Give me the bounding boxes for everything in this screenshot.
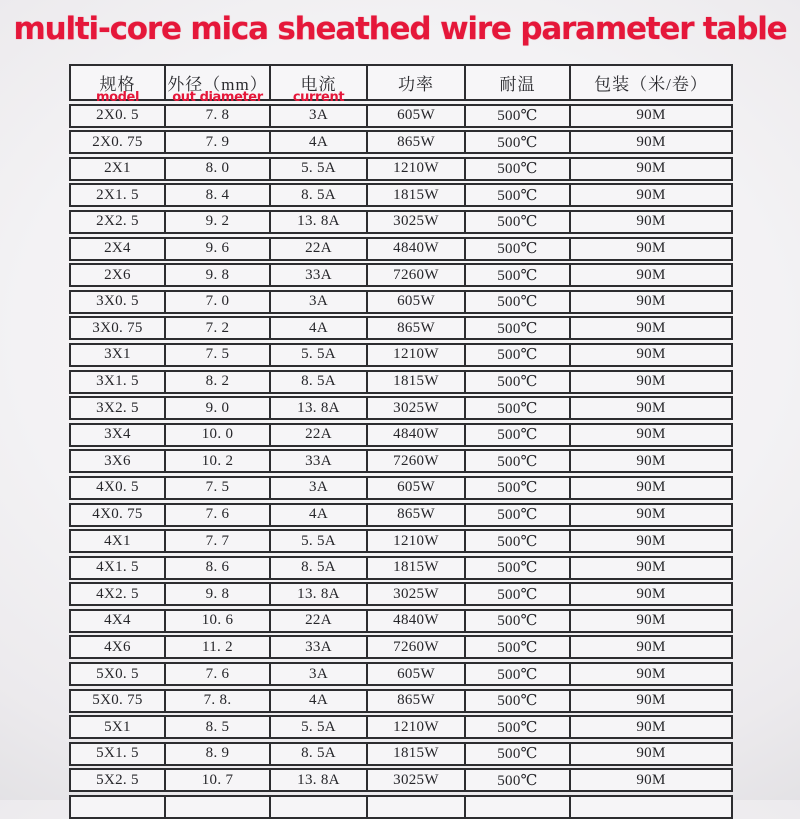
cell-out-diameter: 7. 7 — [164, 531, 269, 551]
header-model — [71, 66, 164, 105]
cell-out-diameter: 10. 0 — [164, 425, 269, 445]
cell-temperature: 500℃ — [464, 717, 569, 737]
cell-power: 3025W — [366, 398, 464, 418]
cell-out-diameter: 9. 0 — [164, 398, 269, 418]
cell-out-diameter: 11. 2 — [164, 637, 269, 657]
cell-model: 3X0. 75 — [92, 319, 143, 336]
cell-current: 3A — [269, 664, 366, 684]
cell-out-diameter: 9. 8 — [164, 265, 269, 285]
cell-model: 4X1 — [104, 532, 131, 549]
cell-out-diameter: 8. 6 — [164, 558, 269, 578]
header-current-zh: 电流 — [300, 75, 337, 94]
cell-model: 4X0. 5 — [96, 479, 139, 496]
cell-current: 13. 8A — [269, 398, 366, 418]
cell-current: 4A — [269, 318, 366, 338]
cell-package: 90M — [569, 106, 731, 126]
cell-power: 4840W — [366, 611, 464, 631]
table-header-row — [69, 64, 733, 105]
cell-package: 90M — [569, 451, 731, 471]
cell-current: 5. 5A — [269, 345, 366, 365]
cell-model: 5X2. 5 — [96, 771, 139, 788]
cell-current: 8. 5A — [269, 185, 366, 205]
cell-package: 90M — [569, 531, 731, 551]
cell-model: 4X4 — [104, 612, 131, 629]
cell-temperature: 500℃ — [464, 637, 569, 657]
header-temperature-zh: 耐温 — [499, 75, 536, 94]
cell-out-diameter: 10. 6 — [164, 611, 269, 631]
cell-power: 865W — [366, 132, 464, 152]
cell-power: 1815W — [366, 185, 464, 205]
cell-temperature: 500℃ — [464, 159, 569, 179]
cell-temperature: 500℃ — [464, 265, 569, 285]
header-current-en: current — [292, 90, 345, 105]
header-out-diameter-zh: 外径（mm） — [167, 75, 268, 94]
table-row — [69, 157, 733, 181]
cell-package: 90M — [569, 372, 731, 392]
cell-model: 5X0. 75 — [92, 692, 143, 709]
cell-out-diameter: 8. 4 — [164, 185, 269, 205]
table-row — [69, 290, 733, 314]
cell-temperature: 500℃ — [464, 478, 569, 498]
table-row — [69, 742, 733, 766]
cell-power: 1815W — [366, 558, 464, 578]
cell-temperature: 500℃ — [464, 345, 569, 365]
cell-out-diameter: 8. 0 — [164, 159, 269, 179]
cell-out-diameter — [164, 797, 269, 817]
header-current — [269, 66, 366, 105]
cell-out-diameter: 8. 5 — [164, 717, 269, 737]
cell-package: 90M — [569, 398, 731, 418]
cell-model: 2X1. 5 — [96, 186, 139, 203]
cell-power: 1210W — [366, 159, 464, 179]
cell-package: 90M — [569, 478, 731, 498]
cell-current: 22A — [269, 239, 366, 259]
cell-temperature: 500℃ — [464, 611, 569, 631]
table-row — [69, 423, 733, 447]
cell-power: 605W — [366, 478, 464, 498]
parameter-table — [69, 64, 733, 819]
cell-temperature: 500℃ — [464, 451, 569, 471]
cell-model: 4X2. 5 — [96, 585, 139, 602]
cell-out-diameter: 7. 9 — [164, 132, 269, 152]
cell-power: 7260W — [366, 451, 464, 471]
header-temperature — [464, 66, 569, 99]
table-row — [69, 237, 733, 261]
table-row — [69, 635, 733, 659]
cell-temperature: 500℃ — [464, 531, 569, 551]
cell-temperature: 500℃ — [464, 185, 569, 205]
cell-package: 90M — [569, 611, 731, 631]
cell-out-diameter: 7. 8 — [164, 106, 269, 126]
cell-model: 4X0. 75 — [92, 506, 143, 522]
cell-power: 1210W — [366, 531, 464, 551]
cell-package: 90M — [569, 345, 731, 365]
cell-model: 3X2. 5 — [96, 399, 139, 416]
cell-power: 7260W — [366, 637, 464, 657]
cell-package: 90M — [569, 239, 731, 259]
table-row — [69, 343, 733, 367]
cell-temperature: 500℃ — [464, 770, 569, 790]
cell-package: 90M — [569, 505, 731, 525]
cell-power — [366, 797, 464, 817]
cell-power: 1815W — [366, 744, 464, 764]
cell-power: 3025W — [366, 770, 464, 790]
cell-package: 90M — [569, 132, 731, 152]
cell-current: 5. 5A — [269, 717, 366, 737]
cell-model: 2X2. 5 — [96, 213, 139, 230]
cell-model: 5X1 — [104, 718, 131, 735]
cell-current: 13. 8A — [269, 584, 366, 604]
cell-model: 5X1. 5 — [96, 745, 139, 762]
cell-out-diameter: 10. 7 — [164, 770, 269, 790]
table-row-partial — [69, 795, 733, 819]
cell-current: 8. 5A — [269, 744, 366, 764]
table-row — [69, 130, 733, 154]
cell-package: 90M — [569, 425, 731, 445]
cell-power: 4840W — [366, 425, 464, 445]
cell-power: 1210W — [366, 717, 464, 737]
cell-temperature: 500℃ — [464, 106, 569, 126]
table-row — [69, 609, 733, 633]
cell-out-diameter: 7. 6 — [164, 664, 269, 684]
cell-temperature: 500℃ — [464, 372, 569, 392]
header-package-zh: 包装（米/卷） — [594, 75, 708, 94]
cell-package: 90M — [569, 292, 731, 312]
cell-power: 3025W — [366, 212, 464, 232]
header-out-diameter — [164, 66, 269, 105]
cell-current: 13. 8A — [269, 770, 366, 790]
header-model-en: model — [95, 90, 140, 105]
table-row — [69, 529, 733, 553]
cell-current: 8. 5A — [269, 372, 366, 392]
cell-current: 33A — [269, 451, 366, 471]
cell-temperature: 500℃ — [464, 584, 569, 604]
cell-current: 3A — [269, 292, 366, 312]
table-row — [69, 449, 733, 473]
cell-current: 4A — [269, 691, 366, 711]
cell-model: 3X1. 5 — [96, 373, 139, 390]
cell-current: 4A — [269, 132, 366, 152]
table-row — [69, 263, 733, 287]
cell-out-diameter: 10. 2 — [164, 451, 269, 471]
table-row — [69, 503, 733, 527]
table-row — [69, 210, 733, 234]
table-row — [69, 768, 733, 792]
cell-model: 3X1 — [104, 346, 131, 363]
cell-temperature: 500℃ — [464, 398, 569, 418]
cell-current: 5. 5A — [269, 531, 366, 551]
cell-out-diameter: 7. 6 — [164, 505, 269, 525]
cell-current — [269, 797, 366, 817]
cell-model: 3X6 — [104, 452, 131, 469]
cell-model: 4X6 — [104, 638, 131, 655]
cell-out-diameter: 7. 5 — [164, 345, 269, 365]
cell-power: 605W — [366, 664, 464, 684]
table-row — [69, 396, 733, 420]
cell-temperature: 500℃ — [464, 292, 569, 312]
cell-package: 90M — [569, 212, 731, 232]
cell-model: 2X1 — [104, 160, 131, 177]
header-out-diameter-en: out diameter — [172, 90, 263, 105]
cell-power: 1815W — [366, 372, 464, 392]
cell-package: 90M — [569, 159, 731, 179]
cell-temperature: 500℃ — [464, 505, 569, 525]
cell-power: 4840W — [366, 239, 464, 259]
cell-power: 865W — [366, 691, 464, 711]
cell-model: 2X4 — [104, 240, 131, 257]
cell-package: 90M — [569, 664, 731, 684]
cell-temperature: 500℃ — [464, 558, 569, 578]
cell-model: 4X1. 5 — [96, 559, 139, 576]
cell-package: 90M — [569, 265, 731, 285]
cell-package: 90M — [569, 744, 731, 764]
cell-power: 7260W — [366, 265, 464, 285]
cell-power: 1210W — [366, 345, 464, 365]
cell-power: 605W — [366, 106, 464, 126]
header-model-zh: 规格 — [99, 75, 136, 94]
cell-model — [71, 797, 164, 817]
table-row — [69, 370, 733, 394]
cell-package: 90M — [569, 584, 731, 604]
cell-out-diameter: 8. 2 — [164, 372, 269, 392]
cell-model: 2X6 — [104, 266, 131, 283]
cell-current: 3A — [269, 106, 366, 126]
cell-out-diameter: 7. 8. — [164, 691, 269, 711]
table-row — [69, 662, 733, 686]
cell-out-diameter: 9. 6 — [164, 239, 269, 259]
cell-package: 90M — [569, 318, 731, 338]
cell-current: 5. 5A — [269, 159, 366, 179]
cell-model: 2X0. 75 — [92, 133, 143, 150]
cell-temperature: 500℃ — [464, 239, 569, 259]
cell-power: 865W — [366, 318, 464, 338]
cell-package: 90M — [569, 637, 731, 657]
cell-model: 2X0. 5 — [96, 107, 139, 124]
cell-power: 605W — [366, 292, 464, 312]
cell-out-diameter: 7. 2 — [164, 318, 269, 338]
cell-model: 3X0. 5 — [96, 293, 139, 310]
cell-current: 22A — [269, 425, 366, 445]
table-row — [69, 582, 733, 606]
header-power — [366, 66, 464, 99]
cell-temperature: 500℃ — [464, 691, 569, 711]
cell-out-diameter: 8. 9 — [164, 744, 269, 764]
cell-package: 90M — [569, 770, 731, 790]
cell-package: 90M — [569, 185, 731, 205]
cell-temperature: 500℃ — [464, 212, 569, 232]
cell-out-diameter: 7. 5 — [164, 478, 269, 498]
cell-package — [569, 797, 731, 817]
header-power-zh: 功率 — [398, 75, 434, 94]
table-row — [69, 689, 733, 713]
cell-temperature: 500℃ — [464, 744, 569, 764]
cell-out-diameter: 9. 2 — [164, 212, 269, 232]
cell-model: 5X0. 5 — [96, 665, 139, 682]
table-row — [69, 316, 733, 340]
cell-package: 90M — [569, 691, 731, 711]
cell-temperature: 500℃ — [464, 425, 569, 445]
cell-temperature: 500℃ — [464, 664, 569, 684]
cell-current: 3A — [269, 478, 366, 498]
cell-current: 22A — [269, 611, 366, 631]
cell-out-diameter: 7. 0 — [164, 292, 269, 312]
table-body — [69, 104, 733, 819]
cell-power: 865W — [366, 505, 464, 525]
table-row — [69, 476, 733, 500]
cell-temperature: 500℃ — [464, 318, 569, 338]
cell-current: 13. 8A — [269, 212, 366, 232]
cell-out-diameter: 9. 8 — [164, 584, 269, 604]
table-row — [69, 183, 733, 207]
table-row — [69, 556, 733, 580]
cell-current: 33A — [269, 637, 366, 657]
table-row — [69, 104, 733, 128]
cell-temperature — [464, 797, 569, 817]
cell-current: 4A — [269, 505, 366, 525]
cell-model: 3X4 — [104, 426, 131, 443]
cell-temperature: 500℃ — [464, 132, 569, 152]
page-title: multi-core mica sheathed wire parameter table — [13, 11, 787, 47]
cell-package: 90M — [569, 558, 731, 578]
cell-power: 3025W — [366, 584, 464, 604]
header-package — [569, 66, 731, 99]
cell-current: 33A — [269, 265, 366, 285]
cell-package: 90M — [569, 717, 731, 737]
table-row — [69, 715, 733, 739]
cell-current: 8. 5A — [269, 558, 366, 578]
